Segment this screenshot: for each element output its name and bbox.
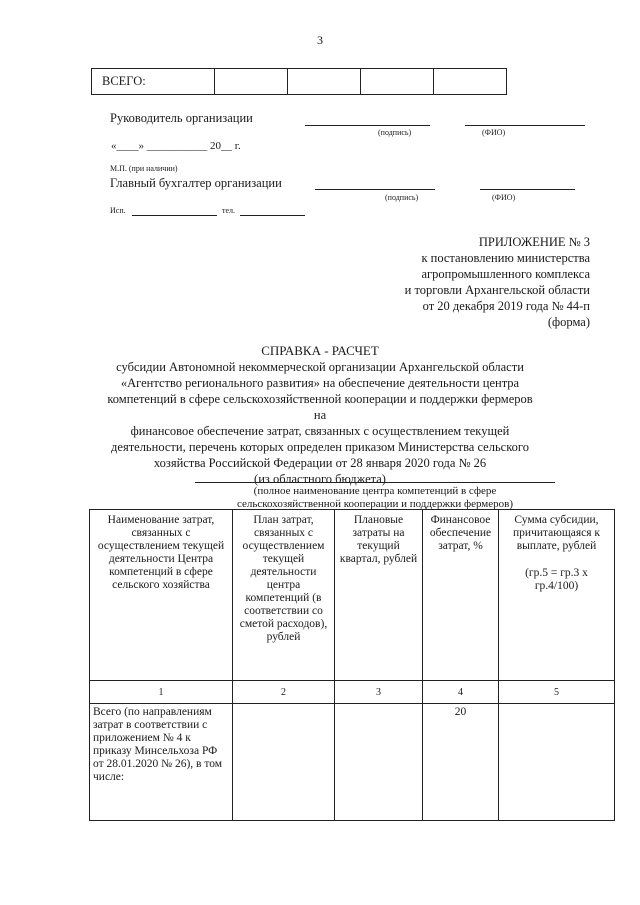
- row-name: Всего (по направлениям затрат в соответствии с приложением № 4 к приказу Минсельхоза РФ от 28.01.2020 № 26), в том числе:: [90, 704, 233, 821]
- accountant-signature-line: [315, 189, 435, 190]
- stamp-note: М.П. (при наличии): [110, 164, 178, 173]
- subtitle-line: финансовое обеспечение затрат, связанных с осуществлением текущей: [130, 424, 510, 438]
- executor-line: [132, 215, 217, 216]
- header-subsidy-formula: (гр.5 = гр.3 х гр.4/100): [525, 567, 588, 592]
- calculation-table: [89, 509, 615, 821]
- row-subsidy: [499, 704, 615, 821]
- executor-label: Исп.: [110, 206, 126, 215]
- total-cell: [215, 69, 288, 95]
- appendix-block: [365, 234, 590, 330]
- header-cost-name: Наименование затрат, связанных с осуществлением текущей деятельности Центра компетенций в сфере сельского хозяйства: [90, 510, 233, 681]
- total-row-table: [91, 68, 507, 95]
- row-quarter: [335, 704, 423, 821]
- head-label: Руководитель организации: [110, 111, 253, 125]
- subtitle-line: (из областного бюджета): [254, 472, 386, 486]
- total-label: ВСЕГО:: [92, 69, 215, 95]
- page-number: 3: [317, 33, 323, 47]
- header-percent: Финансовое обеспечение затрат, %: [423, 510, 499, 681]
- appendix-line: к постановлению министерства: [421, 251, 590, 265]
- document-title: СПРАВКА - РАСЧЕТ: [261, 343, 379, 358]
- row-percent: 20: [423, 704, 499, 821]
- column-number: 2: [233, 681, 335, 704]
- header-plan: План затрат, связанных с осуществлением текущей деятельности центра компетенций (в соответствии со сметой расходов), рублей: [233, 510, 335, 681]
- chief-accountant-label: Главный бухгалтер организации: [110, 176, 282, 190]
- head-fio-line: [465, 125, 585, 126]
- phone-label: тел.: [222, 206, 236, 215]
- column-number: 5: [499, 681, 615, 704]
- appendix-line: от 20 декабря 2019 года № 44-п: [422, 299, 590, 313]
- column-number: 4: [423, 681, 499, 704]
- full-name-hint-line: сельскохозяйственной кооперации и поддержки фермеров): [236, 498, 514, 510]
- full-name-hint: [195, 482, 555, 511]
- sign-hint: (подпись): [378, 128, 412, 137]
- column-number: 3: [335, 681, 423, 704]
- total-cell: [288, 69, 361, 95]
- subtitle-line: «Агентство регионального развития» на обеспечение деятельности центра: [120, 376, 520, 390]
- row-plan: [233, 704, 335, 821]
- appendix-line: агропромышленного комплекса: [421, 267, 590, 281]
- date-line: «____» ___________ 20__ г.: [111, 140, 241, 152]
- subtitle-line: компетенций в сфере сельскохозяйственной кооперации и поддержки фермеров на: [107, 392, 533, 422]
- header-subsidy: [499, 510, 615, 681]
- column-number: 1: [90, 681, 233, 704]
- total-cell: [361, 69, 434, 95]
- header-subsidy-label: Сумма субсидии, причитающаяся к выплате, рублей: [513, 514, 600, 552]
- header-quarter: Плановые затраты на текущий квартал, рублей: [335, 510, 423, 681]
- accountant-fio-line: [480, 189, 575, 190]
- subtitle-line: хозяйства Российской Федерации от 28 января 2020 года № 26: [153, 456, 487, 470]
- appendix-form-label: (форма): [547, 315, 590, 329]
- table-row: [90, 704, 615, 821]
- document-subtitle: [100, 359, 540, 487]
- appendix-line: ПРИЛОЖЕНИЕ № 3: [478, 235, 590, 249]
- total-cell: [434, 69, 507, 95]
- sign-hint-2: (подпись): [385, 193, 419, 202]
- subtitle-line: деятельности, перечень которых определен приказом Министерства сельского: [111, 440, 529, 454]
- fio-hint-2: (ФИО): [492, 193, 516, 202]
- phone-line: [240, 215, 305, 216]
- head-signature-line: [305, 125, 430, 126]
- full-name-hint-line: (полное наименование центра компетенций в сфере: [253, 485, 497, 497]
- appendix-line: и торговли Архангельской области: [404, 283, 590, 297]
- fio-hint: (ФИО): [482, 128, 506, 137]
- subtitle-line: субсидии Автономной некоммерческой организации Архангельской области: [116, 360, 524, 374]
